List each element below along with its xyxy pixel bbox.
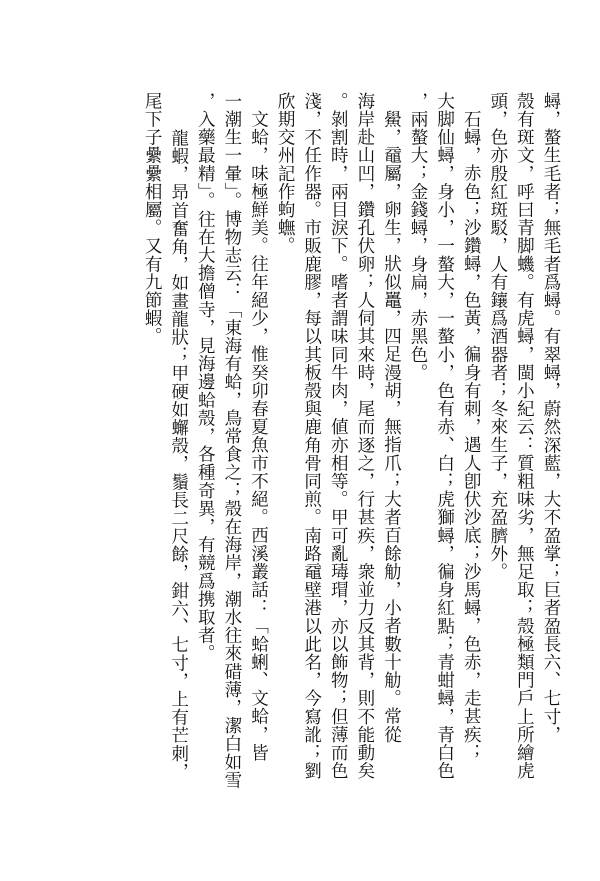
text-column-10: 淺，不任作器。市販鹿膠，每以其板殼與鹿角骨同煎。南路黿壁港以此名，今寫訛；劉 <box>301 92 322 780</box>
text-column-4: 石蟳，赤色；沙鑽蟳，色黃，徧身有刺，遇人卽伏沙底；沙馬蟳，色赤，走甚疾； <box>461 110 482 762</box>
text-column-13: 一潮生一暈」。博物志云：「東海有蛤，鳥常食之；殼在海岸，潮水往來碏薄，潔白如雪 <box>221 92 242 790</box>
text-column-15: 龍蝦，昻首奮角，如畫龍狀；甲硬如蠏殼，鬚長二尺餘，鉗六、七寸，上有芒刺， <box>168 128 189 781</box>
text-column-8: 海岸赴山凹，鑽孔伏卵；人伺其來時，尾而逐之，行甚疾，衆並力反其背，則不能動矣 <box>354 92 375 780</box>
text-column-12: 文蛤，味極鮮美。往年絕少，惟癸卯春夏魚市不絕。西溪叢話：「蛤蜊、文蛤，皆 <box>248 110 269 762</box>
text-column-1: 蟳，螯生毛者；無毛者爲蟳。有翠蟳，蔚然深藍，大不盈掌；巨者盈長六、七寸， <box>541 92 561 744</box>
text-column-5: 大脚仙蟳，身小，一螯大，一螯小，色有赤、白；虎獅蟳，徧身紅點；青蚶蟳，青白色 <box>434 92 455 780</box>
text-column-7: 鱟，黿屬，卵生，狀似鼉，四足漫胡，無指爪；大者百餘觔，小者數十觔。常從 <box>381 110 402 744</box>
text-column-6: ，兩螯大；金錢蟳，身扁，赤黑色。 <box>408 92 429 382</box>
text-column-9: 。剝割時，兩目淚下。嗜者謂味同牛肉，値亦相等。甲可亂瑇瑁，亦以飾物；但薄而色 <box>328 92 349 780</box>
text-column-3: 頭，色亦殷紅斑駁，人有鑲爲酒器者；冬來生子，充盈臍外。 <box>487 92 508 581</box>
text-column-14: ，入藥最精」。往在大擔僧寺，見海邊蛤殼，各種奇異，有競爲携取者。 <box>195 92 216 663</box>
text-column-2: 殼有斑文，呼曰青脚蟣。有虎蟳，閩小紀云：質粗味劣，無足取；殼極類門戶上所繪虎 <box>514 92 535 780</box>
text-column-11: 欣期交州記作蚼蟱。 <box>275 92 296 255</box>
text-column-16: 尾下子纍纍相屬。又有九節蝦。 <box>142 92 163 346</box>
vertical-text-block <box>139 92 565 852</box>
